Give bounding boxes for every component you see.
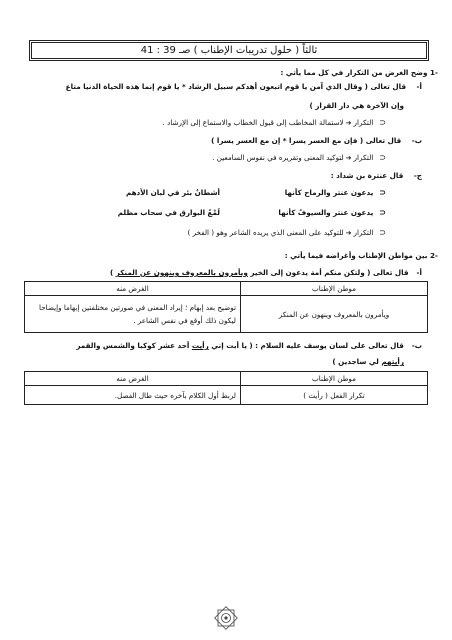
q1c-answer-label: التكرار: [353, 228, 374, 237]
q2b-question-line1: ب-قال تعالى على لسان يوسف عليه السلام : ( يا أبت إني رأيت أحد عشر كوكبا والشمس والقمر: [76, 341, 422, 350]
q2b-letter: ب-: [411, 341, 422, 350]
q2a-letter: أ-: [416, 268, 422, 277]
q2b-question-line2: رأيتهم لي ساجدين ): [332, 357, 404, 366]
verse-2-second-half: لَمْعُ البوارق في سحاب مظلم: [117, 208, 220, 217]
table-cell: لربط أول الكلام بآخره حيث طال الفصل.: [25, 386, 241, 405]
bullet-icon: ⊂: [379, 118, 386, 127]
ornament-icon: [212, 604, 240, 632]
q2-heading: [285, 251, 438, 261]
q1-heading: [280, 68, 438, 78]
q1b-letter: ب-: [411, 136, 422, 145]
q2a-underlined-phrase: ويأمرون بالمعروف وينهون عن المنكر: [115, 268, 248, 277]
q1b-answer-label: التكرار: [353, 153, 374, 162]
q1a-letter: أ-: [416, 82, 422, 91]
q1-prompt: وضح الغرض من التكرار في كل مما يأتي :: [280, 68, 428, 77]
q1c-answer: [188, 228, 387, 238]
q1b-answer-text: لتوكيد المعنى وتقريره في نفوس السامعين .: [212, 153, 344, 162]
bullet-icon: ⊂: [379, 153, 386, 162]
table-header-row: [25, 282, 428, 296]
q1c-text: قال عنترة بن شداد :: [330, 171, 404, 180]
table-cell: ويأمرون بالمعروف وينهون عن المنكر: [241, 296, 428, 333]
q1a-question-line1: [66, 82, 422, 92]
table-cell: تكرار الفعل ( رأيت ): [241, 386, 428, 405]
q1-number: -1: [430, 68, 438, 77]
table-cell: توضيح بعد إبهام ؛ إيراد المعنى في صورتين مختلفتين إبهاما وإيضاحا ليكون ذلك أوقع في نفس الشاعر .: [25, 296, 241, 333]
table-header-cell: موطن الإطناب: [241, 282, 428, 296]
q1a-answer: [163, 118, 386, 128]
arrow-icon: [344, 118, 354, 127]
q1a-text-1: قال تعالى ( وقال الذي آمن يا قوم اتبعون أهدكم سبيل الرشاد * يا قوم إنما هذه الحياة الدنيا متاع: [65, 82, 407, 91]
table-row: [25, 386, 428, 405]
q1c-question: [331, 171, 422, 181]
q2a-question: أ-قال تعالى ( ولتكن منكم أمة يدعون إلى الخير ويأمرون بالمعروف وينهون عن المنكر ): [109, 268, 422, 277]
q1c-letter: ج-: [413, 171, 422, 180]
q1a-answer-label: التكرار: [353, 118, 374, 127]
verse-2-first-half: ⊂يدعون عنتر والسيوفُ كأنها: [278, 208, 386, 217]
q1c-answer-text: للتوكيد على المعنى الذي يريده الشاعر وهو ( الفخر ): [187, 228, 344, 237]
q1a-text-2: وإن الآخرة هي دار القرار ): [309, 101, 404, 110]
arrow-icon: [344, 153, 354, 162]
bullet-icon: ⊂: [379, 228, 386, 237]
q2a-table: [24, 281, 428, 333]
table-header-cell: الغرض منه: [25, 282, 241, 296]
table-header-row: [25, 372, 428, 386]
q1b-text: قال تعالى ( فإن مع العسر يسرا * إن مع العسر يسرا ): [211, 136, 402, 145]
bullet-icon: ⊂: [379, 208, 386, 217]
q1a-answer-text: لاستمالة المخاطب إلى قبول الخطاب والاستماع إلى الإرشاد .: [162, 118, 344, 127]
q1b-question: [211, 136, 422, 146]
verse-1-second-half: أشطانُ بئر في لبان الأدهم: [125, 188, 220, 197]
q2-prompt: بين مواطن الإطناب وأغراضه فيما يأتي :: [284, 251, 428, 260]
page-title: ثالثاً ( حلول تدريبات الإطناب ) صـ 39 : 41: [29, 40, 429, 61]
q2b-table: [24, 371, 428, 405]
q2b-underlined-word-1: رأيت: [191, 341, 209, 350]
bullet-icon: ⊂: [379, 188, 386, 197]
table-row: [25, 296, 428, 333]
q2-number: -2: [430, 251, 438, 260]
q1b-answer: [212, 153, 386, 163]
verse-1-first-half: ⊂يدعون عنتر والرماح كأنها: [284, 188, 386, 197]
q2b-underlined-word-2: رأيتهم: [381, 357, 404, 366]
table-header-cell: الغرض منه: [25, 372, 241, 386]
arrow-icon: [344, 228, 354, 237]
table-header-cell: موطن الإطناب: [241, 372, 428, 386]
